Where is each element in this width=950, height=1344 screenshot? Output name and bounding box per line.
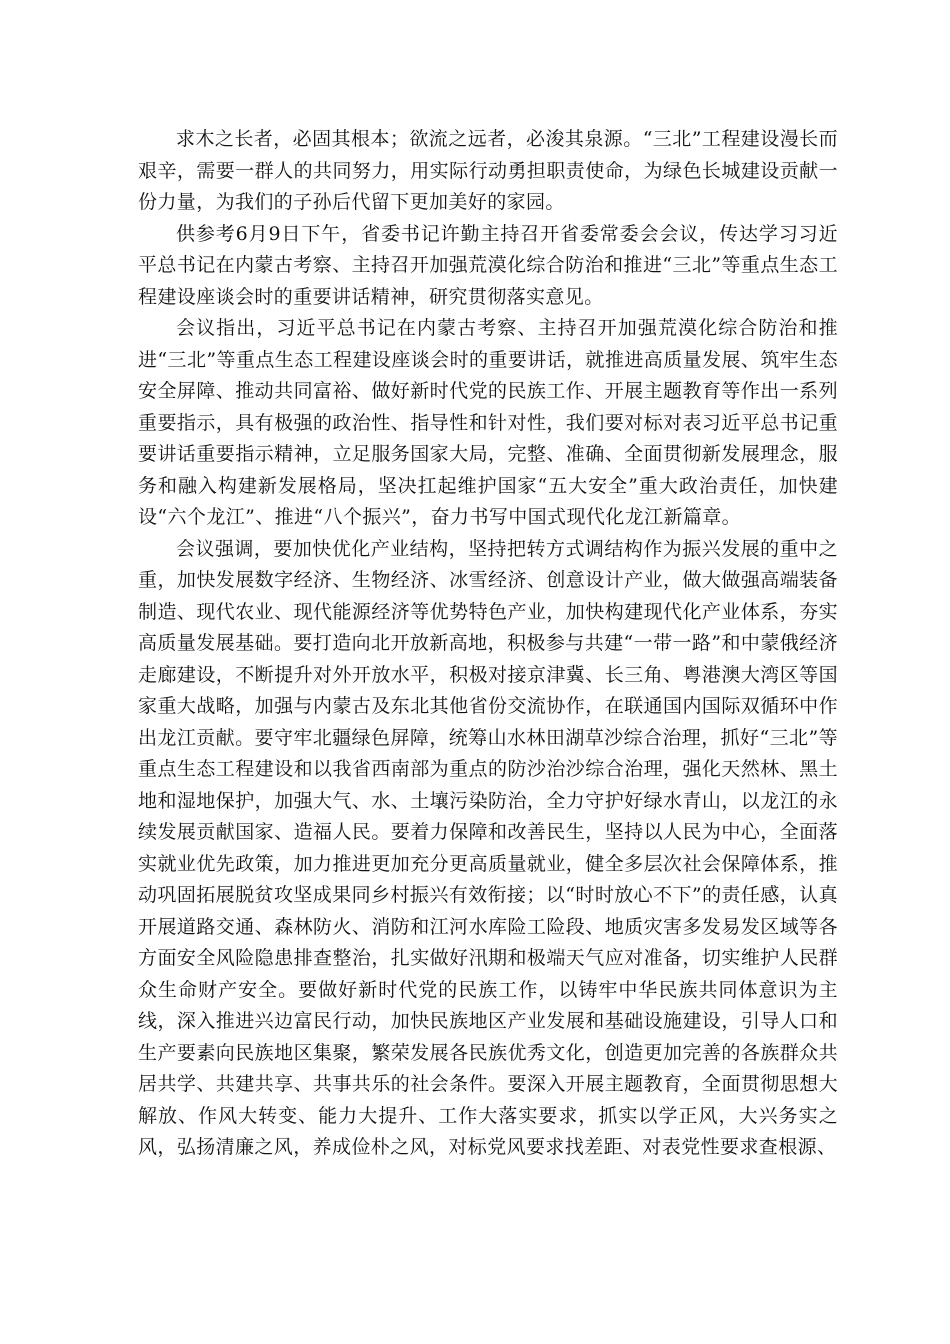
paragraph-3: 会议指出，习近平总书记在内蒙古考察、主持召开加强荒漠化综合防治和推进“三北”等重点生态工程建设座谈会时的重要讲话，就推进高质量发展、筑牢生态安全屏障、推动共同富裕、做好新时代党的民族工作、开展主题教育等作出一系列重要指示，具有极强的政治性、指导性和针对性，我们要对标对表习近平总书记重要讲话重要指示精神，立足服务国家大局，完整、准确、全面贯彻新发展理念，服务和融入构建新发展格局，坚决扛起维护国家“五大安全”重大政治责任，加快建设“六个龙江”、推进“八个振兴”，奋力书写中国式现代化龙江新篇章。 [138, 317, 838, 528]
paragraph-1: 求木之长者，必固其根本；欲流之远者，必浚其泉源。“三北”工程建设漫长而艰辛，需要一群人的共同努力，用实际行动勇担职责使命，为绿色长城建设贡献一份力量，为我们的子孙后代留下更加美好的家园。 [138, 128, 838, 213]
paragraph-4: 会议强调，要加快优化产业结构，坚持把转方式调结构作为振兴发展的重中之重，加快发展数字经济、生物经济、冰雪经济、创意设计产业，做大做强高端装备制造、现代农业、现代能源经济等优势特色产业，加快构建现代化产业体系，夯实高质量发展基础。要打造向北开放新高地，积极参与共建“一带一路”和中蒙俄经济走廊建设，不断提升对外开放水平，积极对接京津冀、长三角、粤港澳大湾区等国家重大战略，加强与内蒙古及东北其他省份交流协作，在联通国内国际双循环中作出龙江贡献。要守牢北疆绿色屏障，统筹山水林田湖草沙综合治理，抓好“三北”等重点生态工程建设和以我省西南部为重点的防沙治沙综合治理，强化天然林、黑土地和湿地保护，加强大气、水、土壤污染防治，全力守护好绿水青山，以龙江的永续发展贡献国家、造福人民。要着力保障和改善民生，坚持以人民为中心，全面落实就业优先政策，加力推进更加充分更高质量就业，健全多层次社会保障体系，推动巩固拓展脱贫攻坚成果同乡村振兴有效衔接；以“时时放心不下”的责任感，认真开展道路交通、森林防火、消防和江河水库险工险段、地质灾害多发易发区域等各方面安全风险隐患排查整治，扎实做好汛期和极端天气应对准备，切实维护人民群众生命财产安全。要做好新时代党的民族工作，以铸牢中华民族共同体意识为主线，深入推进兴边富民行动，加快民族地区产业发展和基础设施建设，引导人口和生产要素向民族地区集聚，繁荣发展各民族优秀文化，创造更加完善的各族群众共居共学、共建共享、共事共乐的社会条件。要深入开展主题教育，全面贯彻思想大解放、作风大转变、能力大提升、工作大落实要求，抓实以学正风，大兴务实之风，弘扬清廉之风，养成俭朴之风，对标党风要求找差距、对表党性要求查根源、 [138, 537, 838, 1158]
paragraph-2: 供参考6月9日下午，省委书记许勤主持召开省委常委会会议，传达学习习近平总书记在内蒙古考察、主持召开加强荒漠化综合防治和推进“三北”等重点生态工程建设座谈会时的重要讲话精神，研究贯彻落实意见。 [138, 222, 838, 308]
document-body [138, 124, 838, 1164]
